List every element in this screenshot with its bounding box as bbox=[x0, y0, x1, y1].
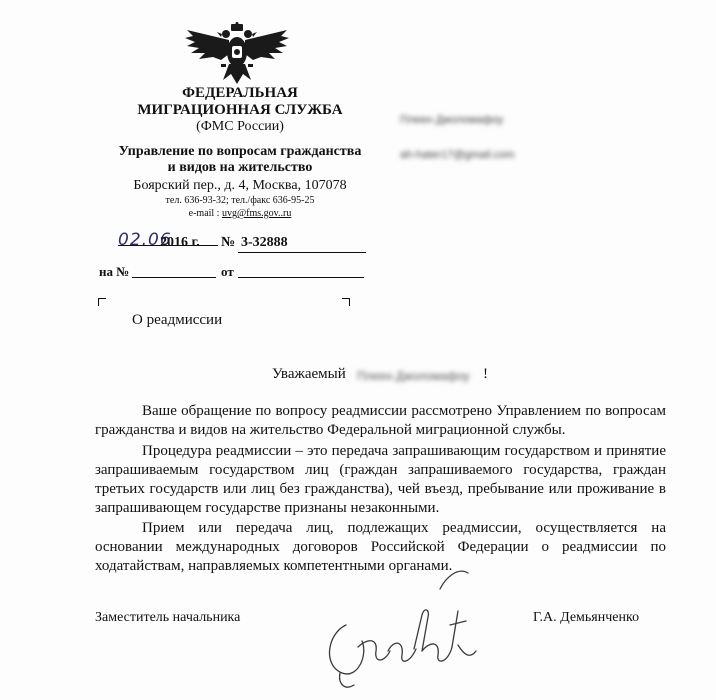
subject-corner-left bbox=[98, 298, 106, 306]
body-paragraph-3: Прием или передача лиц, подлежащих реадмиссии, осуществляется на основании международных договоров Российской Федерации о реадмиссии по ходатайствам, направляемых компетентными органами. bbox=[95, 520, 666, 574]
org-phones: тел. 636-93-32; тел./факс 636-95-25 bbox=[165, 195, 315, 206]
org-abbreviation: (ФМС России) bbox=[196, 119, 284, 134]
email-label: e-mail : bbox=[188, 208, 222, 219]
email-link[interactable]: uvg@fms.gov..ru bbox=[221, 208, 292, 219]
handwritten-signature bbox=[318, 555, 488, 695]
subject-corner-right bbox=[342, 298, 350, 306]
signatory-name: Г.А. Демьянченко bbox=[533, 610, 640, 625]
double-headed-eagle-icon bbox=[183, 22, 291, 86]
ref-date-underline bbox=[238, 277, 364, 278]
date-handwritten: 02.06 bbox=[118, 230, 172, 250]
body-paragraph-2: Процедура реадмиссии – это передача запрашивающим государством и принятие запрашиваемым государством лиц (граждан запрашиваемого государства, граждан третьих государств или лиц без гражданства), чей въезд, пребывание или проживание в запрашивающем государстве признаны незаконными. bbox=[95, 443, 666, 516]
addressee-email: ah-hater17@gmail.com bbox=[400, 149, 515, 161]
number-sign: № bbox=[221, 235, 236, 250]
org-address: Боярский пер., д. 4, Москва, 107078 bbox=[133, 178, 347, 193]
signatory-title: Заместитель начальника bbox=[95, 610, 241, 625]
ref-number-label: на № bbox=[99, 264, 130, 279]
greeting-name: Плеен Джоломафоу bbox=[357, 369, 470, 383]
department-line2: и видов на жительство bbox=[167, 160, 313, 175]
greeting-suffix: ! bbox=[483, 366, 488, 382]
ref-date-label: от bbox=[221, 264, 234, 279]
number-underline bbox=[238, 252, 366, 253]
department-line1: Управление по вопросам гражданства bbox=[118, 144, 362, 159]
letter-subject: О реадмиссии bbox=[132, 312, 223, 328]
org-name-line1: ФЕДЕРАЛЬНАЯ bbox=[182, 85, 298, 101]
date-printed: 2016 г. bbox=[160, 235, 200, 250]
body-paragraph-1: Ваше обращение по вопросу реадмиссии рассмотрено Управлением по вопросам гражданства и видов на жительство Федеральной миграционной службы. bbox=[95, 403, 666, 438]
org-email-row bbox=[95, 209, 385, 220]
greeting-prefix: Уважаемый bbox=[272, 366, 346, 382]
org-name-line2: МИГРАЦИОННАЯ СЛУЖБА bbox=[137, 102, 343, 118]
ref-number-underline bbox=[132, 277, 216, 278]
addressee-name: Плеен Джоломафоу bbox=[400, 114, 504, 126]
registration-number: 3-32888 bbox=[241, 235, 288, 250]
